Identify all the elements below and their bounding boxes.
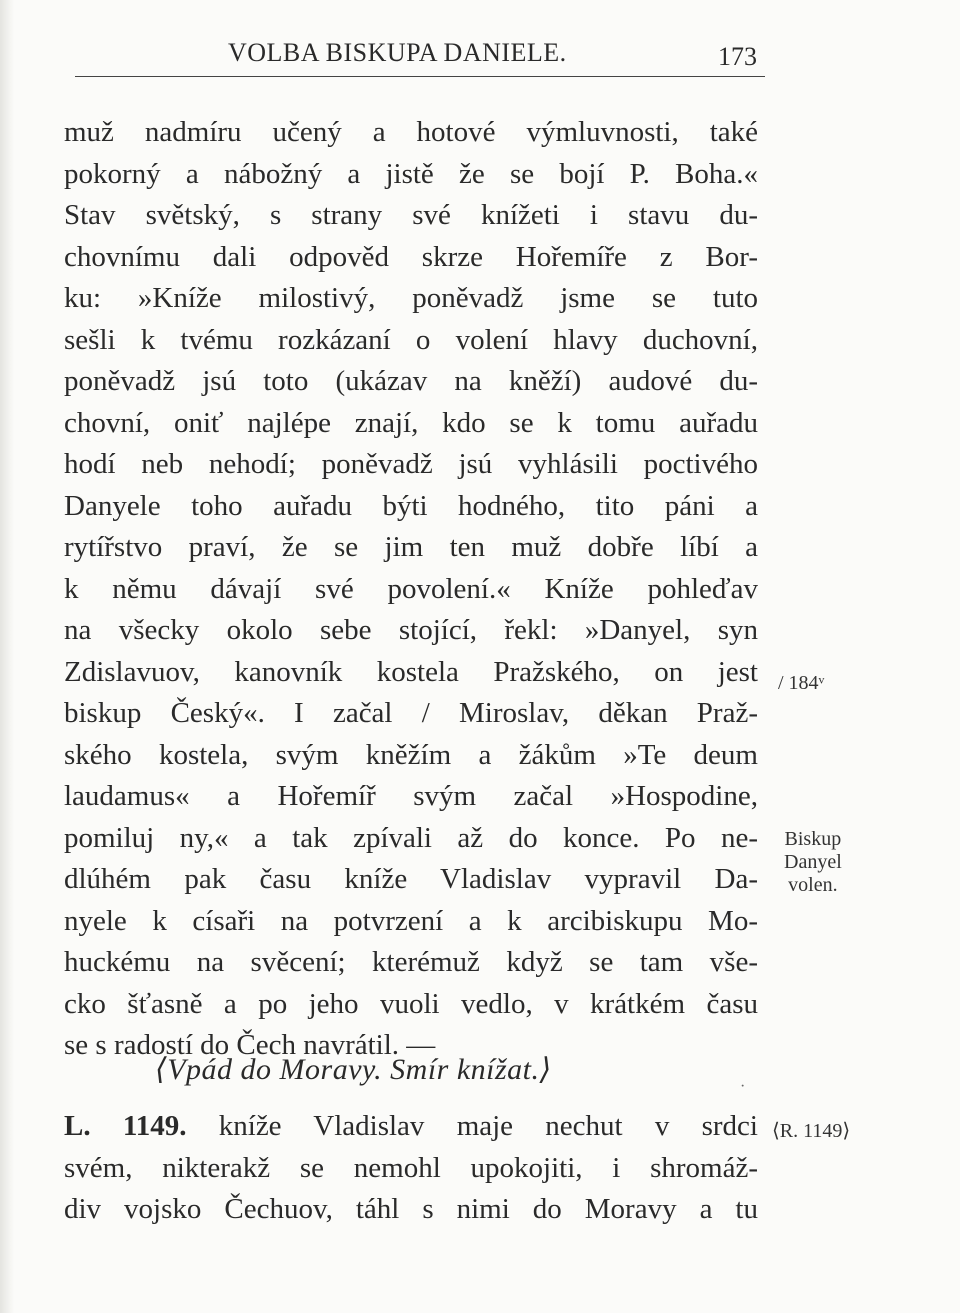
text-line: muž nadmíru učený a hotové výmluvnosti, také [64,116,758,148]
side-heading-line: Danyel [784,851,842,873]
text-line: pokorný a nábožný a jistě že se bojí P. Boha.« [64,157,758,190]
text-line: Zdislavuov, kanovník kostela Pražského, on jest [64,655,758,688]
folio-marginal-note: / 184ᵛ [778,672,825,694]
text-line: nyele k císaři na potvrzení a k arcibiskupu Mo- [64,904,758,937]
side-heading-line: volen. [788,874,838,896]
text-line: ku: »Kníže milostivý, poněvadž jsme se tuto [64,282,758,314]
text-line: laudamus« a Hořemíř svým začal »Hospodine, [64,780,758,812]
text-line: k němu dávají své povolení.« Kníže pohleďav [64,572,758,605]
text-line: chovnímu dali odpověd skrze Hořemíře z Bor- [64,240,758,273]
text-line: se s radostí do Čech navrátil. — [64,1029,436,1061]
side-heading-line: Biskup [784,828,842,850]
text-line: dlúhém pak času kníže Vladislav vypravil Da- [64,863,758,895]
text-line: pomiluj ny,« a tak zpívali až do konce. Po ne- [64,821,758,854]
page-gutter-shadow [0,0,14,1313]
text-line: sešli k tvému rozkázaní o volení hlavy duchovní, [64,323,758,356]
text-line: na všecky okolo sebe stojící, řekl: »Danyel, syn [64,614,758,646]
side-heading [784,828,842,897]
running-title: VOLBA BISKUPA DANIELE. [228,38,567,67]
stray-dot: · [740,1078,746,1095]
year-label: L. 1149. [64,1110,187,1142]
text-line: cko šťasně a po jeho vuoli vedlo, v krátkém času [64,987,758,1020]
text-line: poněvadž jsú toto (ukázav na kněží) audové du- [64,365,758,397]
section-text-block [64,1106,758,1231]
text-line: chovní, oniť najlépe znají, kdo se k tomu auřadu [64,406,758,439]
text-line [64,1106,758,1148]
year-marginal-note: ⟨R. 1149⟩ [772,1120,851,1142]
text-line: svém, nikterakž se nemohl upokojiti, i shromáž- [64,1151,758,1184]
section-title: ⟨Vpád do Moravy. Smír knížat.⟩ [155,1053,552,1086]
text-line: Danyele toho auřadu býti hodného, tito páni a [64,489,758,522]
text-line: Stav světský, s strany své knížeti i stavu du- [64,199,758,231]
text-line: ského kostela, svým kněžím a žákům »Te deum [64,738,758,771]
text-line: biskup Český«. I začal / Miroslav, děkan Praž- [64,697,758,729]
main-text-block [64,112,758,1067]
text-line: div vojsko Čechuov, táhl s nimi do Moravy a tu [64,1193,758,1225]
text-line: rytířstvo praví, že se jim ten muž dobře líbí a [64,531,758,563]
first-line-rest: kníže Vladislav maje nechut v srdci [186,1110,758,1142]
text-line: hodí neb nehodí; poněvadž jsú vyhlásili poctivého [64,448,758,480]
text-line: huckému na svěcení; kterémuž když se tam vše- [64,946,758,978]
page-number: 173 [718,42,757,71]
header-rule [75,76,765,77]
